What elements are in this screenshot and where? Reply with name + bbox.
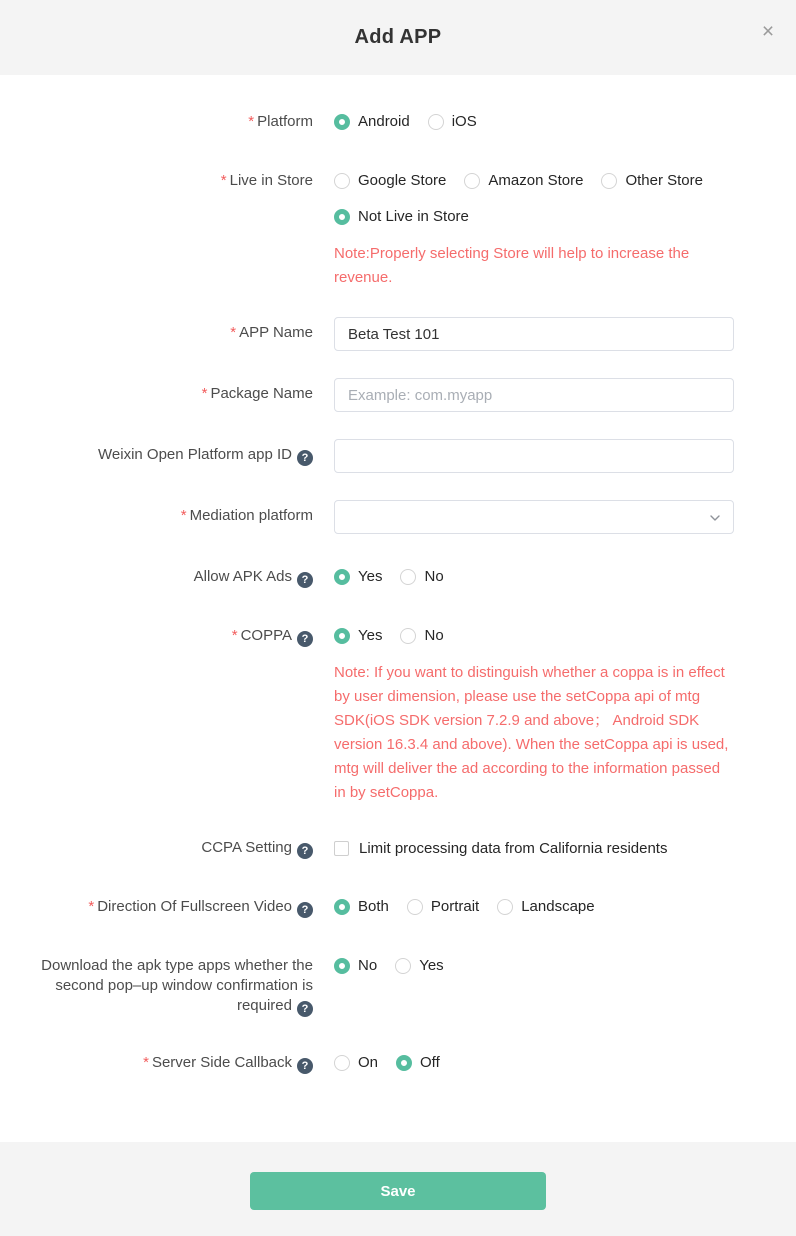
radio-selected-icon: [334, 628, 350, 644]
ccpa-setting-label: CCPA Setting ?: [0, 832, 313, 864]
radio-unselected-icon: [395, 958, 411, 974]
ccpa-checkbox-label: Limit processing data from California residents: [359, 839, 668, 857]
store-note-text: Note:Properly selecting Store will help to increase the revenue.: [334, 245, 690, 286]
live-in-store-label: * Live in Store: [220, 172, 313, 189]
modal-header: [0, 0, 796, 75]
radio-unselected-icon: [334, 173, 350, 189]
radio-direction-both[interactable]: Both: [334, 897, 389, 917]
radio-selected-icon: [396, 1055, 412, 1071]
row-apk-download-confirm: [0, 950, 796, 1017]
row-weixin-app-id: [0, 439, 796, 473]
row-server-side-callback: [0, 1047, 796, 1079]
help-icon[interactable]: ?: [297, 1001, 313, 1017]
row-package-name: [0, 378, 796, 412]
radio-unselected-icon: [428, 114, 444, 130]
mediation-platform-label: * Mediation platform: [180, 507, 313, 524]
checkbox-unchecked-icon: [334, 841, 349, 856]
required-marker: *: [230, 324, 237, 341]
radio-selected-icon: [334, 958, 350, 974]
weixin-app-id-label: Weixin Open Platform app ID ?: [0, 439, 313, 473]
modal-footer: [0, 1142, 796, 1236]
close-icon[interactable]: ×: [761, 20, 775, 43]
radio-callback-off[interactable]: Off: [396, 1053, 440, 1073]
package-name-input[interactable]: [334, 378, 734, 412]
row-fullscreen-direction: [0, 891, 796, 923]
required-marker: *: [88, 898, 95, 915]
coppa-label: * COPPA ?: [0, 620, 313, 805]
help-icon[interactable]: ?: [297, 450, 313, 466]
platform-label: * Platform: [248, 113, 313, 130]
radio-platform-android[interactable]: Android: [334, 112, 410, 132]
required-marker: *: [201, 385, 208, 402]
required-marker: *: [180, 507, 187, 524]
ccpa-checkbox[interactable]: [334, 832, 734, 864]
apk-download-confirm-label: Download the apk type apps whether the second pop–up window confirmation is required ?: [41, 957, 313, 1015]
add-app-form: [0, 75, 796, 1142]
radio-unselected-icon: [400, 569, 416, 585]
help-icon[interactable]: ?: [297, 631, 313, 647]
app-name-input[interactable]: [334, 317, 734, 351]
radio-direction-portrait[interactable]: Portrait: [407, 897, 479, 917]
radio-unselected-icon: [407, 899, 423, 915]
row-app-name: [0, 317, 796, 351]
row-live-in-store: [0, 165, 796, 290]
save-button[interactable]: Save: [250, 1172, 546, 1210]
radio-not-live-in-store[interactable]: Not Live in Store: [334, 207, 469, 227]
radio-direction-landscape[interactable]: Landscape: [497, 897, 594, 917]
chevron-down-icon: [709, 512, 721, 524]
radio-unselected-icon: [464, 173, 480, 189]
server-side-callback-label: * Server Side Callback ?: [0, 1047, 313, 1079]
weixin-app-id-input[interactable]: [334, 439, 734, 473]
row-coppa: [0, 620, 796, 805]
radio-callback-on[interactable]: On: [334, 1053, 378, 1073]
radio-unselected-icon: [601, 173, 617, 189]
radio-unselected-icon: [334, 1055, 350, 1071]
radio-unselected-icon: [400, 628, 416, 644]
radio-selected-icon: [334, 114, 350, 130]
live-in-store-options: [334, 165, 734, 290]
required-marker: *: [231, 627, 238, 644]
radio-apk-confirm-yes[interactable]: Yes: [395, 956, 443, 976]
row-mediation-platform: [0, 500, 796, 534]
radio-selected-icon: [334, 899, 350, 915]
radio-apk-ads-yes[interactable]: Yes: [334, 567, 382, 587]
help-icon[interactable]: ?: [297, 572, 313, 588]
package-name-label: * Package Name: [201, 385, 313, 402]
radio-coppa-no[interactable]: No: [400, 626, 443, 646]
help-icon[interactable]: ?: [297, 843, 313, 859]
platform-options: [334, 106, 734, 138]
page-title: Add APP: [354, 26, 442, 48]
radio-unselected-icon: [497, 899, 513, 915]
radio-apk-ads-no[interactable]: No: [400, 567, 443, 587]
help-icon[interactable]: ?: [297, 1058, 313, 1074]
required-marker: *: [248, 113, 255, 130]
required-marker: *: [143, 1054, 149, 1071]
coppa-note-text: Note: If you want to distinguish whether a coppa is in effect by user dimension, please use the setCoppa api of mtg SDK(iOS SDK version 7.2.9 and above； Android SDK version 16.3.4 and above). When the setCoppa api is used, mtg will deliver the ad according to the information passed in by setCoppa.: [334, 664, 729, 801]
radio-other-store[interactable]: Other Store: [601, 171, 703, 191]
radio-selected-icon: [334, 209, 350, 225]
required-marker: *: [220, 172, 227, 189]
row-platform: [0, 106, 796, 138]
radio-google-store[interactable]: Google Store: [334, 171, 446, 191]
radio-apk-confirm-no[interactable]: No: [334, 956, 377, 976]
mediation-platform-select[interactable]: [334, 500, 734, 534]
radio-selected-icon: [334, 569, 350, 585]
radio-coppa-yes[interactable]: Yes: [334, 626, 382, 646]
row-allow-apk-ads: [0, 561, 796, 593]
allow-apk-ads-label: Allow APK Ads ?: [0, 561, 313, 593]
radio-amazon-store[interactable]: Amazon Store: [464, 171, 583, 191]
radio-platform-ios[interactable]: iOS: [428, 112, 477, 132]
help-icon[interactable]: ?: [297, 902, 313, 918]
app-name-label: * APP Name: [230, 324, 313, 341]
fullscreen-direction-label: * Direction Of Fullscreen Video ?: [0, 891, 313, 923]
row-ccpa-setting: [0, 832, 796, 864]
